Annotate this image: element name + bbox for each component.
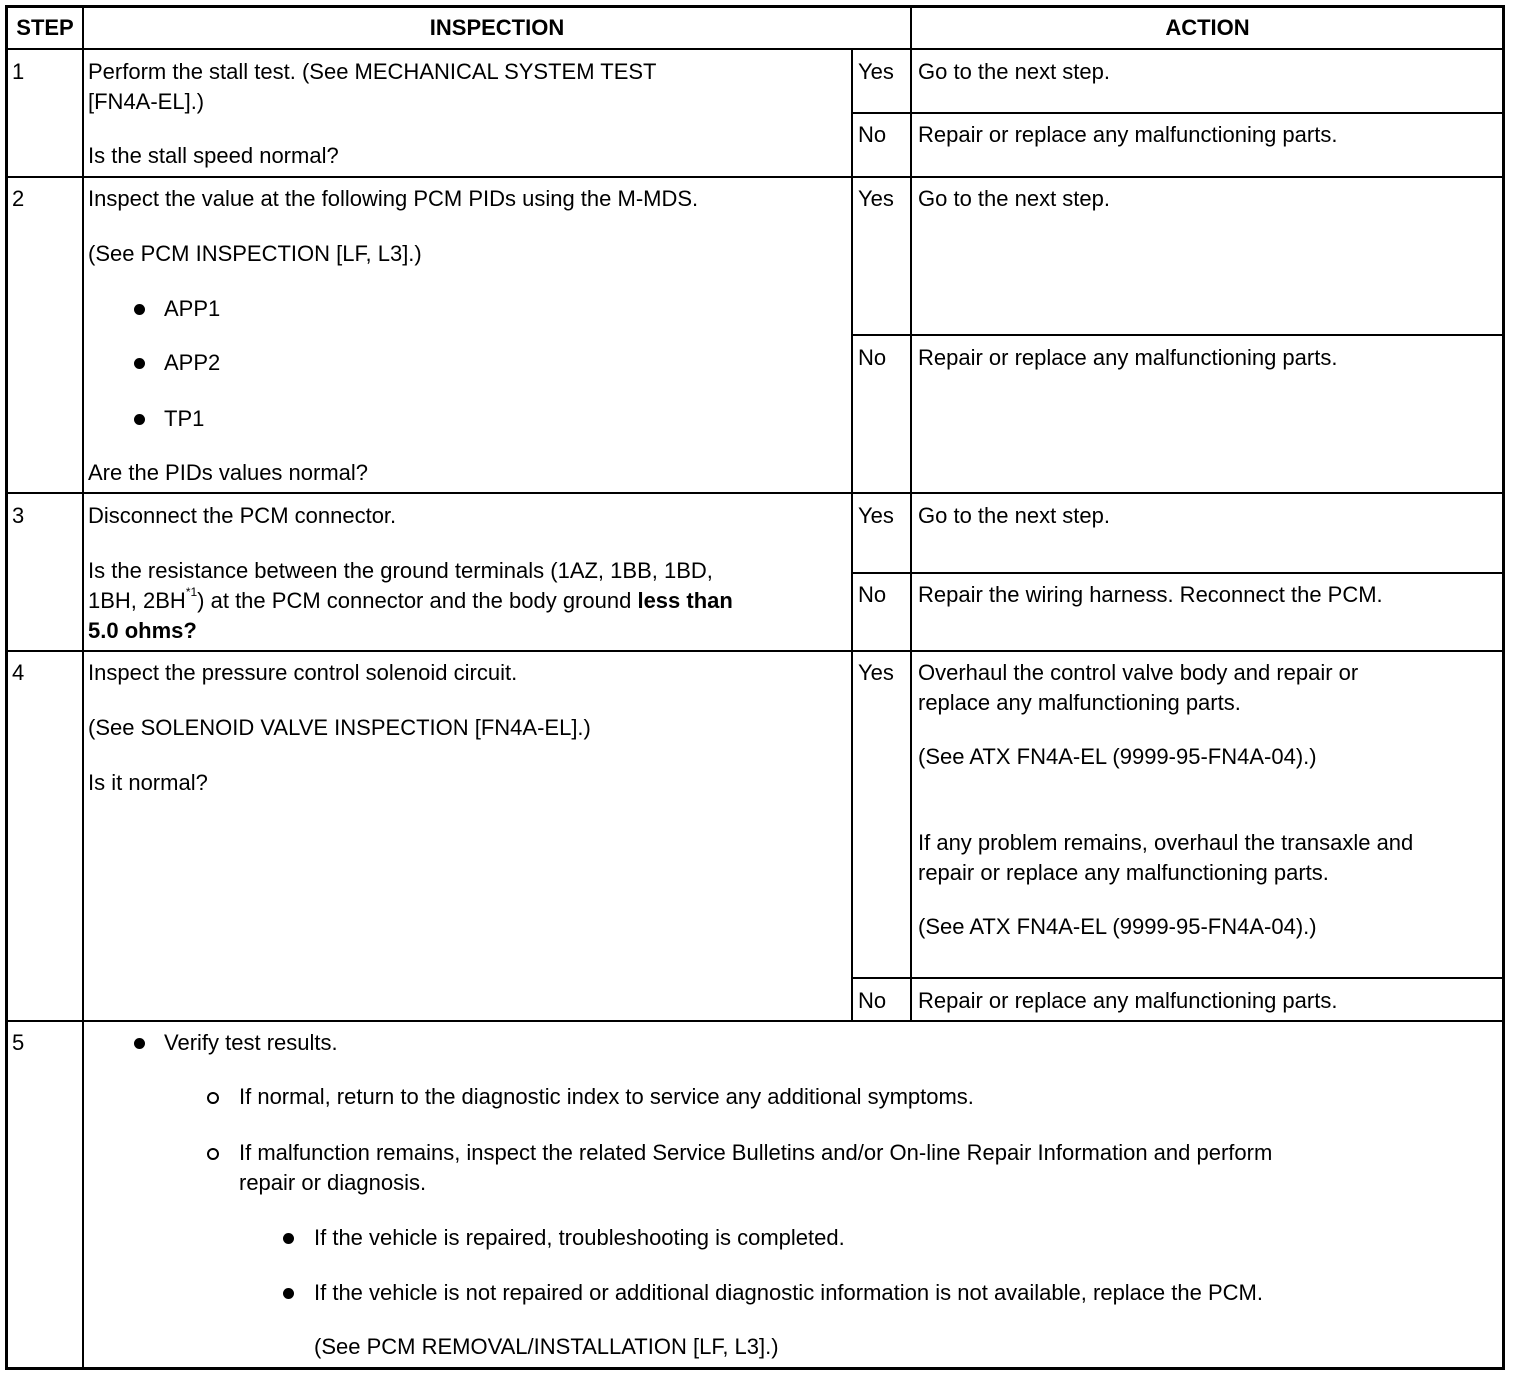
- header-action: ACTION: [1165, 15, 1250, 40]
- action-text: Go to the next step.: [918, 186, 1111, 211]
- circle-bullet-icon: [207, 1092, 219, 1104]
- answer-no: No: [858, 988, 887, 1013]
- inspection-text: Perform the stall test. (See MECHANICAL SYSTEM TEST: [88, 59, 657, 84]
- pid-item: TP1: [164, 406, 205, 431]
- bullet-icon: [134, 414, 145, 425]
- step-number: 3: [12, 503, 25, 528]
- answer-yes: Yes: [858, 503, 894, 528]
- divider: [5, 492, 1504, 494]
- action-text: Repair or replace any malfunctioning parts.: [918, 122, 1338, 147]
- step-number: 4: [12, 660, 25, 685]
- footnote-mark: *1: [185, 585, 198, 599]
- divider: [852, 572, 1504, 574]
- question-text: ) at the PCM connector and the body ground: [197, 588, 638, 613]
- malfunction-text: repair or diagnosis.: [239, 1170, 427, 1195]
- step-number: 1: [12, 59, 25, 84]
- header-inspection: INSPECTION: [429, 15, 565, 40]
- malfunction-text: If malfunction remains, inspect the related Service Bulletins and/or On-line Repair Information and perform: [239, 1140, 1273, 1165]
- divider: [5, 1020, 1504, 1022]
- answer-yes: Yes: [858, 660, 894, 685]
- pid-item: APP2: [164, 350, 221, 375]
- step-number: 2: [12, 186, 25, 211]
- answer-no: No: [858, 122, 887, 147]
- action-reference: (See ATX FN4A-EL (9999-95-FN4A-04).): [918, 744, 1317, 769]
- action-text: Overhaul the control valve body and repair or: [918, 660, 1359, 685]
- action-text: Repair the wiring harness. Reconnect the PCM.: [918, 582, 1383, 607]
- circle-bullet-icon: [207, 1148, 219, 1160]
- inspection-question: Is the stall speed normal?: [88, 143, 339, 168]
- divider: [5, 48, 1504, 50]
- action-reference: (See ATX FN4A-EL (9999-95-FN4A-04).): [918, 914, 1317, 939]
- inspection-text: Inspect the pressure control solenoid circuit.: [88, 660, 518, 685]
- question-threshold: less than: [637, 588, 733, 613]
- inspection-question: Is it normal?: [88, 770, 208, 795]
- inspection-question: Is the resistance between the ground terminals (1AZ, 1BB, 1BD,: [88, 558, 713, 583]
- answer-no: No: [858, 345, 887, 370]
- divider: [852, 977, 1504, 979]
- divider: [910, 5, 912, 1021]
- divider: [5, 650, 1504, 652]
- not-repaired-text: If the vehicle is not repaired or additional diagnostic information is not available, replace the PCM.: [314, 1280, 1263, 1305]
- step-number: 5: [12, 1030, 25, 1055]
- removal-reference: (See PCM REMOVAL/INSTALLATION [LF, L3].): [314, 1334, 779, 1359]
- action-text: repair or replace any malfunctioning parts.: [918, 860, 1329, 885]
- inspection-text: Disconnect the PCM connector.: [88, 503, 397, 528]
- normal-text: If normal, return to the diagnostic index to service any additional symptoms.: [239, 1084, 974, 1109]
- terminal-text: 1BH, 2BH: [88, 588, 186, 613]
- bullet-icon: [283, 1288, 294, 1299]
- divider: [5, 176, 1504, 178]
- inspection-text: [FN4A-EL].): [88, 89, 205, 114]
- verify-text: Verify test results.: [164, 1030, 338, 1055]
- pid-item: APP1: [164, 296, 221, 321]
- bullet-icon: [134, 358, 145, 369]
- answer-no: No: [858, 582, 887, 607]
- divider: [82, 5, 84, 1369]
- inspection-text: (See PCM INSPECTION [LF, L3].): [88, 241, 422, 266]
- inspection-question: Are the PIDs values normal?: [88, 460, 369, 485]
- action-text: If any problem remains, overhaul the transaxle and: [918, 830, 1414, 855]
- divider: [852, 112, 1504, 114]
- divider: [852, 334, 1504, 336]
- bullet-icon: [134, 304, 145, 315]
- answer-yes: Yes: [858, 59, 894, 84]
- answer-yes: Yes: [858, 186, 894, 211]
- inspection-text: (See SOLENOID VALVE INSPECTION [FN4A-EL].): [88, 715, 591, 740]
- action-text: Go to the next step.: [918, 503, 1111, 528]
- action-text: Repair or replace any malfunctioning parts.: [918, 345, 1338, 370]
- question-threshold: 5.0 ohms?: [88, 618, 197, 643]
- bullet-icon: [134, 1038, 145, 1049]
- header-step: STEP: [16, 15, 74, 40]
- action-text: Repair or replace any malfunctioning parts.: [918, 988, 1338, 1013]
- action-text: replace any malfunctioning parts.: [918, 690, 1241, 715]
- repaired-text: If the vehicle is repaired, troubleshooting is completed.: [314, 1225, 845, 1250]
- divider: [851, 48, 853, 1021]
- bullet-icon: [283, 1233, 294, 1244]
- action-text: Go to the next step.: [918, 59, 1111, 84]
- inspection-question: [88, 586, 733, 616]
- inspection-text: Inspect the value at the following PCM PIDs using the M-MDS.: [88, 186, 699, 211]
